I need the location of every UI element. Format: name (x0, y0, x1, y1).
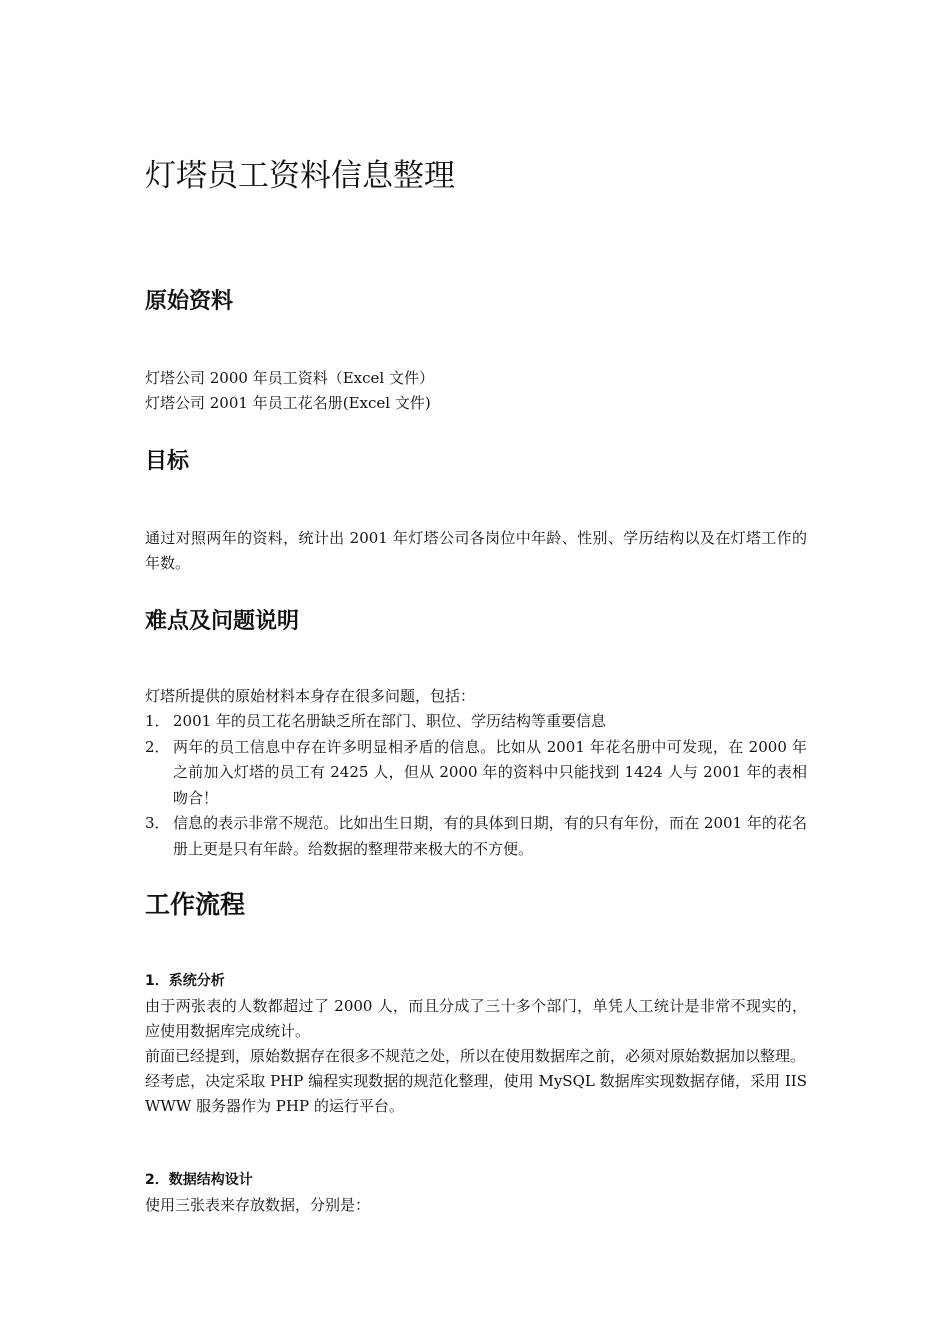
list-item-text: 信息的表示非常不规范。比如出生日期，有的具体到日期，有的只有年份，而在 2001 年的花名册上更是只有年龄。给数据的整理带来极大的不方便。 (173, 814, 807, 858)
issues-list (145, 709, 807, 862)
section-heading-goal: 目标 (145, 449, 190, 474)
source-line: 灯塔公司 2000 年员工资料（Excel 文件） (145, 369, 434, 387)
step1-paragraph: 经考虑，决定采取 PHP 编程实现数据的规范化整理，使用 MySQL 数据库实现数据存储，采用 IIS WWW 服务器作为 PHP 的运行平台。 (145, 1072, 807, 1115)
list-item-number: 1． (145, 712, 170, 730)
issues-intro: 灯塔所提供的原始材料本身存在很多问题，包括： (145, 687, 476, 705)
step1-heading: 1．系统分析 (145, 973, 225, 989)
step1-paragraph: 由于两张表的人数都超过了 2000 人，而且分成了三十多个部门，单凭人工统计是非常不现实的，应使用数据库完成统计。 (145, 997, 807, 1040)
list-item-text: 2001 年的员工花名册缺乏所在部门、职位、学历结构等重要信息 (173, 712, 606, 730)
section-heading-issues: 难点及问题说明 (145, 609, 300, 634)
section-heading-workflow: 工作流程 (145, 890, 246, 919)
list-item (145, 735, 807, 812)
step1-body (145, 994, 807, 1119)
source-line: 灯塔公司 2001 年员工花名册(Excel 文件) (145, 394, 431, 412)
step1-paragraph: 前面已经提到，原始数据存在很多不规范之处，所以在使用数据库之前，必须对原始数据加以整理。 (145, 1047, 806, 1065)
section-heading-source: 原始资料 (145, 289, 234, 314)
step2-paragraph: 使用三张表来存放数据，分别是： (145, 1196, 371, 1214)
list-item-number: 2． (145, 737, 170, 756)
step2-heading: 2．数据结构设计 (145, 1172, 253, 1188)
goal-paragraph: 通过对照两年的资料，统计出 2001 年灯塔公司各岗位中年龄、性别、学历结构以及在灯塔工作的年数。 (145, 529, 807, 572)
source-list (145, 366, 807, 416)
document-title: 灯塔员工资料信息整理 (145, 158, 455, 194)
list-item (145, 811, 807, 862)
list-item-text: 两年的员工信息中存在许多明显相矛盾的信息。比如从 2001 年花名册中可发现，在 2000 年之前加入灯塔的员工有 2425 人，但从 2000 年的资料中只能找到 1424 人与 2001 年的表相吻合！ (173, 737, 807, 807)
list-item-number: 3． (145, 814, 170, 832)
list-item (145, 709, 807, 735)
